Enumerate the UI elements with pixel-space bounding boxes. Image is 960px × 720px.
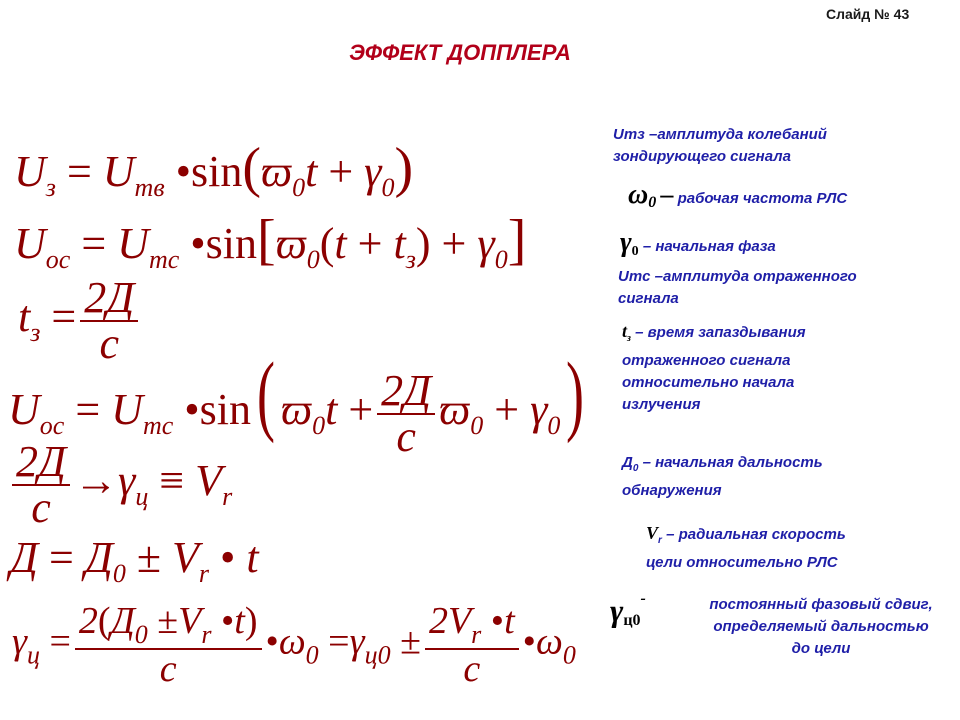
slide-number: Слайд № 43 <box>826 6 910 22</box>
slide-title: ЭФФЕКТ ДОППЛЕРА <box>349 40 571 65</box>
note-frequency: $\omega_0$ – рабочая частота РЛС <box>628 179 848 211</box>
formula-echo-expanded: $U_{ос} = U_{mс}$ •sin( $ϖ_0t$ + $\frac{2Д}{c}$ $ϖ_0 + \gamma_0$) <box>8 345 585 461</box>
note-phase-shift-symbol: $\gamma_{ц0}-$ <box>610 590 646 629</box>
formula-range: $Д = Д_0 \pm V_r$ • t <box>10 533 259 588</box>
note-initial-range: $Д_0$ – начальная дальность обнаружения <box>622 454 823 499</box>
formula-delay: $t_з$ = $\frac{2Д}{c}$ <box>18 276 142 366</box>
formula-echo-signal: $U_{ос} = U_{mс}$ $•\sin[ϖ_0(t + t_з) + \gamma_0]$ <box>14 209 527 274</box>
note-delay: $t_з$ – время запаздывания отраженного сигнала относительно начала излучения <box>622 321 806 413</box>
formula-phase-shift: $\gamma_ц$ = $\frac{2(Д_0 \pm V_r •t)}{c}$ $•\omega_0 =\gamma_{ц0}$ ± $\frac{2V_r •t}{c}$ $•\omega_0$ <box>12 600 576 690</box>
formula-phase-target: $\frac{2Д}{c}$ $\to\gamma_ц \equiv V_r$ <box>8 440 232 530</box>
note-echo-amplitude: Umс –амплитуда отраженного сигнала <box>618 268 857 307</box>
note-phase-shift: постоянный фазовый сдвиг, определяемый дальностью до цели <box>709 596 933 657</box>
formula-probe-signal: $U_з = U_{mв}$ $•\sin(ϖ_0t + \gamma_0)$ <box>14 137 414 202</box>
note-probe-amplitude: Umз –амплитуда колебаний зондирующего сигнала <box>613 126 827 165</box>
note-initial-phase: $\gamma_0$ – начальная фаза <box>620 227 776 259</box>
note-radial-velocity: $V_r$ – радиальная скорость цели относительно РЛС <box>646 523 846 571</box>
